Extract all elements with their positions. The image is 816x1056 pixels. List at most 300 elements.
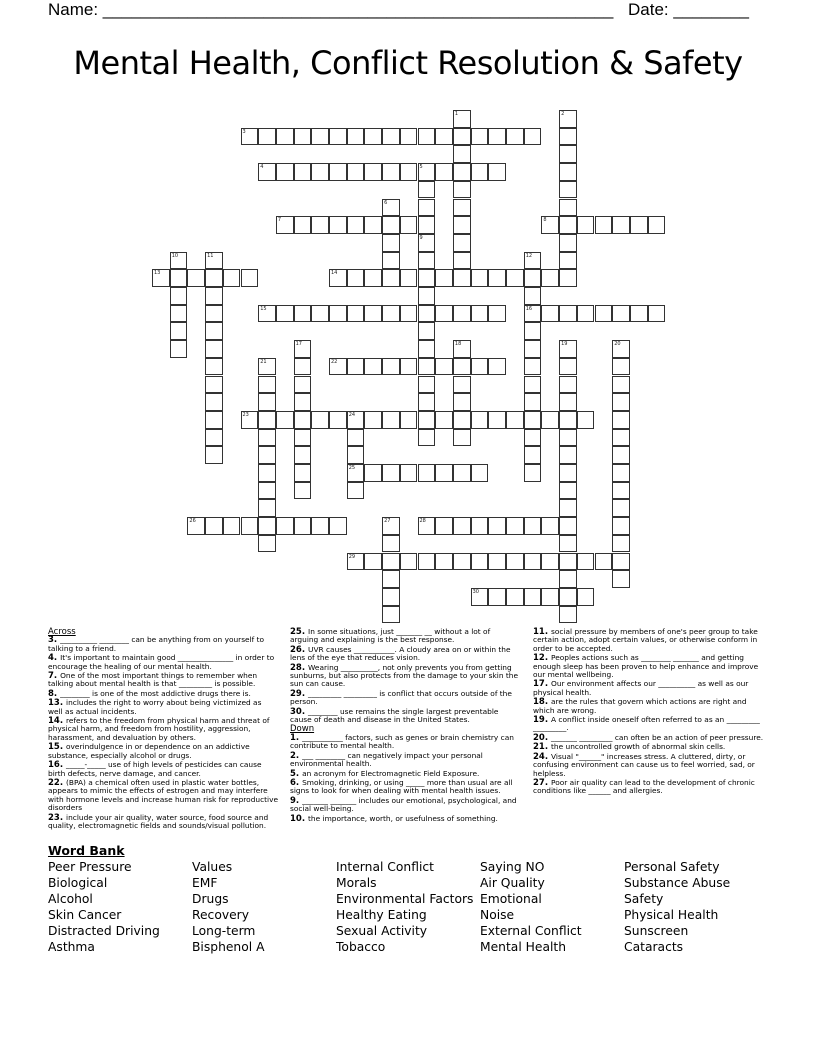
grid-cell[interactable]	[347, 482, 365, 500]
down-heading: Down	[290, 724, 315, 735]
grid-cell[interactable]	[311, 128, 329, 146]
grid-cell[interactable]	[418, 393, 436, 411]
grid-cell[interactable]	[329, 128, 347, 146]
clue-item	[533, 628, 765, 653]
grid-cell[interactable]	[364, 216, 382, 234]
grid-cell[interactable]	[382, 464, 400, 482]
grid-cell[interactable]	[559, 358, 577, 376]
grid-cell[interactable]	[630, 216, 648, 234]
grid-cell[interactable]	[329, 163, 347, 181]
clues-column-1	[48, 628, 278, 831]
grid-cell[interactable]	[559, 482, 577, 500]
word-bank-item: Values	[192, 860, 233, 874]
grid-cell[interactable]	[382, 358, 400, 376]
grid-cell[interactable]	[418, 358, 436, 376]
grid-cell[interactable]	[612, 216, 630, 234]
grid-cell[interactable]	[205, 340, 223, 358]
grid-cell[interactable]	[364, 163, 382, 181]
clue-item	[48, 743, 278, 760]
grid-cell[interactable]	[559, 163, 577, 181]
clue-item	[533, 698, 765, 715]
grid-cell[interactable]	[559, 535, 577, 553]
grid-cell[interactable]	[276, 411, 294, 429]
grid-cell[interactable]	[329, 411, 347, 429]
grid-cell[interactable]	[400, 128, 418, 146]
grid-cell[interactable]	[488, 517, 506, 535]
grid-cell[interactable]	[559, 393, 577, 411]
grid-cell[interactable]	[329, 216, 347, 234]
clue-number: 24.	[533, 751, 552, 762]
grid-cell[interactable]	[170, 252, 188, 270]
grid-cell[interactable]	[311, 411, 329, 429]
grid-cell[interactable]	[435, 517, 453, 535]
grid-cell[interactable]	[541, 305, 559, 323]
grid-cell[interactable]	[648, 305, 666, 323]
grid-cell[interactable]	[435, 163, 453, 181]
grid-cell[interactable]	[559, 606, 577, 624]
grid-cell[interactable]	[400, 216, 418, 234]
grid-cell[interactable]	[241, 411, 259, 429]
grid-cell[interactable]	[382, 128, 400, 146]
grid-cell[interactable]	[400, 163, 418, 181]
grid-cell[interactable]	[471, 305, 489, 323]
grid-cell[interactable]	[488, 269, 506, 287]
grid-cell[interactable]	[152, 269, 170, 287]
grid-cell[interactable]	[524, 305, 542, 323]
grid-cell[interactable]	[453, 429, 471, 447]
grid-cell[interactable]	[524, 464, 542, 482]
grid-cell[interactable]	[612, 570, 630, 588]
grid-cell[interactable]	[205, 305, 223, 323]
grid-cell[interactable]	[453, 110, 471, 128]
grid-cell[interactable]	[294, 464, 312, 482]
grid-cell[interactable]	[294, 446, 312, 464]
grid-cell[interactable]	[241, 128, 259, 146]
grid-cell[interactable]	[329, 269, 347, 287]
grid-cell[interactable]	[205, 517, 223, 535]
grid-cell[interactable]	[453, 181, 471, 199]
grid-cell[interactable]	[294, 128, 312, 146]
grid-cell[interactable]	[577, 216, 595, 234]
grid-cell[interactable]	[258, 446, 276, 464]
grid-cell[interactable]	[347, 305, 365, 323]
grid-cell[interactable]	[276, 216, 294, 234]
grid-cell[interactable]	[418, 553, 436, 571]
grid-cell[interactable]	[258, 482, 276, 500]
grid-cell[interactable]	[471, 553, 489, 571]
grid-cell[interactable]	[364, 553, 382, 571]
grid-cell[interactable]	[294, 358, 312, 376]
grid-cell[interactable]	[364, 305, 382, 323]
grid-cell[interactable]	[559, 446, 577, 464]
grid-cell[interactable]	[559, 464, 577, 482]
grid-cell[interactable]	[187, 517, 205, 535]
grid-cell[interactable]	[453, 464, 471, 482]
clue-number: 15	[260, 305, 267, 312]
grid-cell[interactable]	[170, 305, 188, 323]
grid-cell[interactable]	[524, 287, 542, 305]
grid-cell[interactable]	[612, 376, 630, 394]
grid-cell[interactable]	[382, 411, 400, 429]
grid-cell[interactable]	[471, 464, 489, 482]
grid-cell[interactable]	[541, 411, 559, 429]
grid-cell[interactable]	[205, 393, 223, 411]
grid-cell[interactable]	[382, 252, 400, 270]
grid-cell[interactable]	[471, 588, 489, 606]
grid-cell[interactable]	[559, 411, 577, 429]
grid-cell[interactable]	[648, 216, 666, 234]
grid-cell[interactable]	[241, 517, 259, 535]
grid-cell[interactable]	[347, 128, 365, 146]
grid-cell[interactable]	[294, 163, 312, 181]
grid-cell[interactable]	[258, 535, 276, 553]
grid-cell[interactable]	[488, 128, 506, 146]
grid-cell[interactable]	[329, 305, 347, 323]
grid-cell[interactable]	[471, 358, 489, 376]
grid-cell[interactable]	[541, 517, 559, 535]
grid-cell[interactable]	[435, 411, 453, 429]
grid-cell[interactable]	[294, 393, 312, 411]
grid-cell[interactable]	[559, 340, 577, 358]
grid-cell[interactable]	[488, 163, 506, 181]
grid-cell[interactable]	[612, 482, 630, 500]
grid-cell[interactable]	[524, 553, 542, 571]
grid-cell[interactable]	[612, 499, 630, 517]
grid-cell[interactable]	[418, 234, 436, 252]
grid-cell[interactable]	[595, 553, 613, 571]
grid-cell[interactable]	[453, 269, 471, 287]
clue-item	[290, 815, 520, 823]
grid-cell[interactable]	[418, 128, 436, 146]
grid-cell[interactable]	[559, 145, 577, 163]
grid-cell[interactable]	[170, 287, 188, 305]
grid-cell[interactable]	[488, 588, 506, 606]
grid-cell[interactable]	[205, 269, 223, 287]
grid-cell[interactable]	[488, 358, 506, 376]
grid-cell[interactable]	[524, 517, 542, 535]
grid-cell[interactable]	[258, 358, 276, 376]
grid-cell[interactable]	[382, 305, 400, 323]
grid-cell[interactable]	[258, 163, 276, 181]
grid-cell[interactable]	[559, 305, 577, 323]
grid-cell[interactable]	[453, 305, 471, 323]
grid-cell[interactable]	[453, 252, 471, 270]
name-field[interactable]: Name: ______________________________________________________	[48, 0, 614, 19]
grid-cell[interactable]	[347, 411, 365, 429]
grid-cell[interactable]	[577, 411, 595, 429]
grid-cell[interactable]	[418, 287, 436, 305]
grid-cell[interactable]	[559, 128, 577, 146]
word-bank-item: Environmental Factors	[336, 892, 474, 906]
grid-cell[interactable]	[258, 464, 276, 482]
grid-cell[interactable]	[453, 376, 471, 394]
grid-cell[interactable]	[400, 305, 418, 323]
grid-cell[interactable]	[577, 588, 595, 606]
grid-cell[interactable]	[435, 128, 453, 146]
grid-cell[interactable]	[276, 305, 294, 323]
grid-cell[interactable]	[559, 553, 577, 571]
grid-cell[interactable]	[382, 553, 400, 571]
grid-cell[interactable]	[541, 588, 559, 606]
grid-cell[interactable]	[205, 252, 223, 270]
grid-cell[interactable]	[453, 358, 471, 376]
grid-cell[interactable]	[453, 199, 471, 217]
grid-cell[interactable]	[453, 553, 471, 571]
grid-cell[interactable]	[471, 411, 489, 429]
grid-cell[interactable]	[524, 358, 542, 376]
grid-cell[interactable]	[524, 340, 542, 358]
grid-cell[interactable]	[205, 411, 223, 429]
grid-cell[interactable]	[524, 322, 542, 340]
grid-cell[interactable]	[612, 305, 630, 323]
grid-cell[interactable]	[418, 322, 436, 340]
grid-cell[interactable]	[612, 340, 630, 358]
grid-cell[interactable]	[382, 269, 400, 287]
grid-cell[interactable]	[506, 517, 524, 535]
grid-cell[interactable]	[205, 429, 223, 447]
grid-cell[interactable]	[559, 234, 577, 252]
grid-cell[interactable]	[258, 517, 276, 535]
word-bank-item: Recovery	[192, 908, 250, 922]
grid-cell[interactable]	[382, 163, 400, 181]
grid-cell[interactable]	[418, 340, 436, 358]
grid-cell[interactable]	[418, 163, 436, 181]
grid-cell[interactable]	[258, 393, 276, 411]
grid-cell[interactable]	[418, 464, 436, 482]
grid-cell[interactable]	[559, 429, 577, 447]
grid-cell[interactable]	[294, 411, 312, 429]
clue-text: ________ is one of the most addictive drugs there is.	[60, 688, 251, 698]
grid-cell[interactable]	[276, 517, 294, 535]
clue-text: A conflict inside oneself often referred to as an _________ _________.	[533, 715, 760, 733]
grid-cell[interactable]	[382, 234, 400, 252]
grid-cell[interactable]	[435, 553, 453, 571]
grid-cell[interactable]	[364, 358, 382, 376]
grid-cell[interactable]	[559, 570, 577, 588]
clue-number: 16.	[48, 760, 67, 771]
grid-cell[interactable]	[364, 128, 382, 146]
grid-cell[interactable]	[170, 269, 188, 287]
grid-cell[interactable]	[612, 535, 630, 553]
grid-cell[interactable]	[205, 287, 223, 305]
grid-cell[interactable]	[612, 411, 630, 429]
grid-cell[interactable]	[205, 358, 223, 376]
grid-cell[interactable]	[506, 411, 524, 429]
grid-cell[interactable]	[347, 216, 365, 234]
grid-cell[interactable]	[400, 553, 418, 571]
grid-cell[interactable]	[347, 163, 365, 181]
grid-cell[interactable]	[612, 517, 630, 535]
grid-cell[interactable]	[524, 269, 542, 287]
grid-cell[interactable]	[276, 128, 294, 146]
grid-cell[interactable]	[595, 216, 613, 234]
grid-cell[interactable]	[559, 588, 577, 606]
grid-cell[interactable]	[453, 234, 471, 252]
grid-cell[interactable]	[612, 553, 630, 571]
grid-cell[interactable]	[595, 305, 613, 323]
grid-cell[interactable]	[577, 305, 595, 323]
grid-cell[interactable]	[453, 411, 471, 429]
grid-cell[interactable]	[311, 305, 329, 323]
grid-cell[interactable]	[329, 358, 347, 376]
grid-cell[interactable]	[347, 446, 365, 464]
grid-cell[interactable]	[559, 376, 577, 394]
grid-cell[interactable]	[311, 163, 329, 181]
grid-cell[interactable]	[205, 376, 223, 394]
grid-cell[interactable]	[382, 570, 400, 588]
grid-cell[interactable]	[418, 252, 436, 270]
grid-cell[interactable]	[382, 199, 400, 217]
clue-item	[290, 797, 520, 814]
grid-cell[interactable]	[258, 376, 276, 394]
grid-cell[interactable]	[471, 517, 489, 535]
grid-cell[interactable]	[400, 269, 418, 287]
grid-cell[interactable]	[559, 252, 577, 270]
grid-cell[interactable]	[524, 376, 542, 394]
grid-cell[interactable]	[418, 411, 436, 429]
grid-cell[interactable]	[347, 553, 365, 571]
grid-cell[interactable]	[506, 128, 524, 146]
grid-cell[interactable]	[347, 269, 365, 287]
grid-cell[interactable]	[223, 517, 241, 535]
grid-cell[interactable]	[258, 305, 276, 323]
grid-cell[interactable]	[453, 340, 471, 358]
date-field[interactable]: Date: ________	[628, 0, 749, 19]
grid-cell[interactable]	[276, 163, 294, 181]
clue-number: 10	[171, 252, 179, 259]
grid-cell[interactable]	[630, 305, 648, 323]
grid-cell[interactable]	[506, 269, 524, 287]
grid-cell[interactable]	[471, 269, 489, 287]
grid-cell[interactable]	[400, 464, 418, 482]
grid-cell[interactable]	[241, 269, 259, 287]
grid-cell[interactable]	[311, 216, 329, 234]
clue-text: are the rules that govern which actions are right and which are wrong.	[533, 697, 747, 715]
grid-cell[interactable]	[418, 305, 436, 323]
clue-text: refers to the freedom from physical harm and threat of physical harm, and freedom from hostility, aggression, harassment, and devaluation by others.	[48, 716, 270, 742]
grid-cell[interactable]	[435, 358, 453, 376]
grid-cell[interactable]	[205, 322, 223, 340]
grid-cell[interactable]	[471, 163, 489, 181]
grid-cell[interactable]	[559, 110, 577, 128]
grid-cell[interactable]	[453, 145, 471, 163]
grid-cell[interactable]	[258, 429, 276, 447]
grid-cell[interactable]	[258, 499, 276, 517]
grid-cell[interactable]	[577, 553, 595, 571]
grid-cell[interactable]	[524, 252, 542, 270]
grid-cell[interactable]	[400, 411, 418, 429]
grid-cell[interactable]	[453, 163, 471, 181]
grid-cell[interactable]	[294, 517, 312, 535]
clue-number: 7	[277, 217, 282, 224]
grid-cell[interactable]	[559, 216, 577, 234]
grid-cell[interactable]	[418, 199, 436, 217]
grid-cell[interactable]	[488, 411, 506, 429]
grid-cell[interactable]	[187, 269, 205, 287]
grid-cell[interactable]	[541, 553, 559, 571]
grid-cell[interactable]	[258, 128, 276, 146]
grid-cell[interactable]	[612, 464, 630, 482]
grid-cell[interactable]	[559, 199, 577, 217]
grid-cell[interactable]	[382, 535, 400, 553]
grid-cell[interactable]	[329, 517, 347, 535]
across-heading: Across	[48, 627, 76, 637]
grid-cell[interactable]	[418, 376, 436, 394]
grid-cell[interactable]	[435, 305, 453, 323]
grid-cell[interactable]	[524, 128, 542, 146]
grid-cell[interactable]	[311, 517, 329, 535]
grid-cell[interactable]	[488, 553, 506, 571]
grid-cell[interactable]	[559, 499, 577, 517]
grid-cell[interactable]	[612, 446, 630, 464]
grid-cell[interactable]	[471, 128, 489, 146]
grid-cell[interactable]	[524, 411, 542, 429]
grid-cell[interactable]	[453, 128, 471, 146]
grid-cell[interactable]	[364, 411, 382, 429]
grid-cell[interactable]	[612, 358, 630, 376]
grid-cell[interactable]	[418, 181, 436, 199]
grid-cell[interactable]	[347, 358, 365, 376]
grid-cell[interactable]	[382, 588, 400, 606]
grid-cell[interactable]	[559, 269, 577, 287]
grid-cell[interactable]	[559, 517, 577, 535]
grid-cell[interactable]	[418, 517, 436, 535]
grid-cell[interactable]	[541, 216, 559, 234]
grid-cell[interactable]	[418, 216, 436, 234]
grid-cell[interactable]	[347, 464, 365, 482]
grid-cell[interactable]	[382, 517, 400, 535]
grid-cell[interactable]	[382, 216, 400, 234]
grid-cell[interactable]	[506, 588, 524, 606]
grid-cell[interactable]	[294, 376, 312, 394]
grid-cell[interactable]	[294, 482, 312, 500]
clue-item	[533, 753, 765, 778]
grid-cell[interactable]	[524, 429, 542, 447]
grid-cell[interactable]	[418, 269, 436, 287]
grid-cell[interactable]	[205, 446, 223, 464]
grid-cell[interactable]	[258, 411, 276, 429]
grid-cell[interactable]	[524, 393, 542, 411]
grid-cell[interactable]	[453, 393, 471, 411]
grid-cell[interactable]	[382, 606, 400, 624]
grid-cell[interactable]	[294, 216, 312, 234]
grid-cell[interactable]	[364, 464, 382, 482]
grid-cell[interactable]	[223, 269, 241, 287]
grid-cell[interactable]	[400, 358, 418, 376]
grid-cell[interactable]	[294, 340, 312, 358]
grid-cell[interactable]	[541, 269, 559, 287]
grid-cell[interactable]	[559, 181, 577, 199]
grid-cell[interactable]	[488, 305, 506, 323]
grid-cell[interactable]	[453, 517, 471, 535]
grid-cell[interactable]	[435, 269, 453, 287]
grid-cell[interactable]	[453, 216, 471, 234]
grid-cell[interactable]	[347, 429, 365, 447]
grid-cell[interactable]	[612, 429, 630, 447]
grid-cell[interactable]	[364, 269, 382, 287]
grid-cell[interactable]	[435, 464, 453, 482]
grid-cell[interactable]	[170, 322, 188, 340]
grid-cell[interactable]	[170, 340, 188, 358]
grid-cell[interactable]	[612, 393, 630, 411]
grid-cell[interactable]	[524, 588, 542, 606]
clue-item	[533, 743, 765, 751]
grid-cell[interactable]	[294, 429, 312, 447]
grid-cell[interactable]	[506, 553, 524, 571]
grid-cell[interactable]	[524, 446, 542, 464]
grid-cell[interactable]	[418, 429, 436, 447]
grid-cell[interactable]	[294, 305, 312, 323]
